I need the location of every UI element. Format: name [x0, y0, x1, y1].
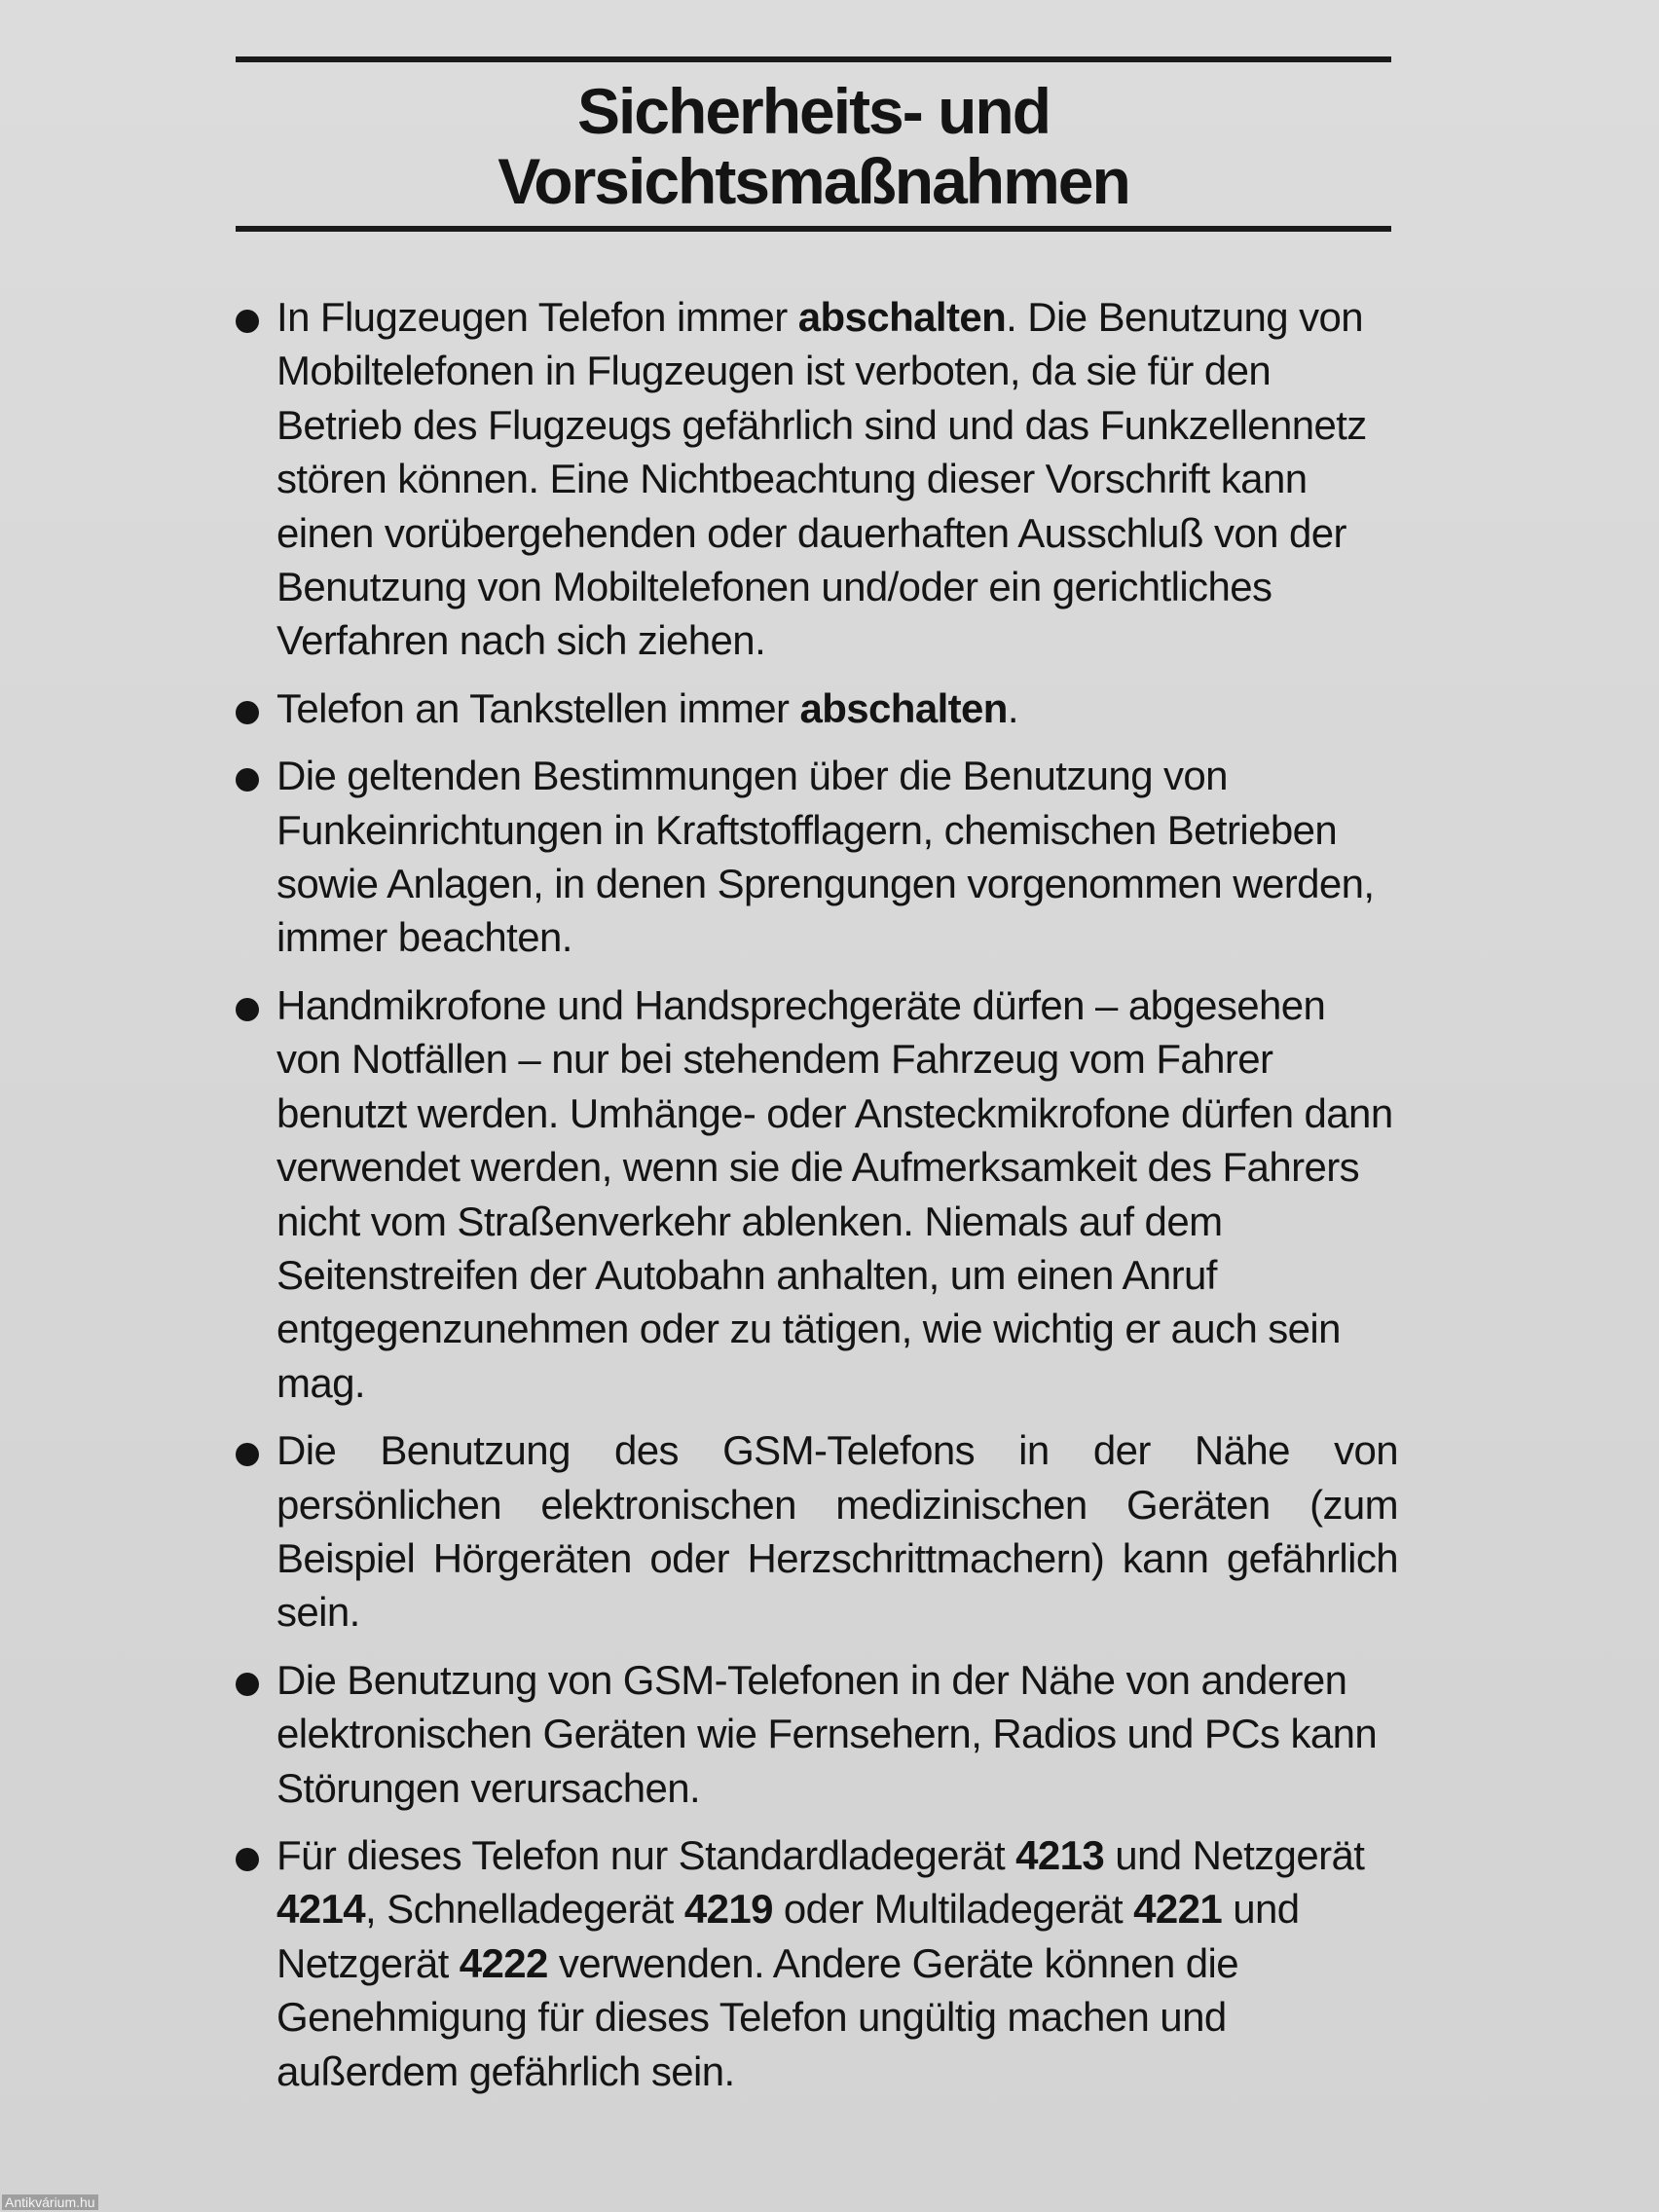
bullet-icon	[236, 1443, 259, 1466]
safety-item-fuel-depots	[234, 749, 1398, 965]
item-text	[276, 294, 1367, 663]
safety-item-medical-devices	[234, 1423, 1398, 1640]
bold-text: 4214	[276, 1886, 366, 1933]
text-run: verwenden. Andere Geräte können die Genehmigung für dieses Telefon ungültig machen und außerdem gefährlich sein.	[276, 1939, 1239, 2094]
text-run: Die Benutzung von GSM-Telefonen in der Nähe von anderen elektronischen Geräten wie Fernsehern, Radios und PCs kann Störungen verursachen.	[276, 1656, 1378, 1811]
text-run: Telefon an Tankstellen immer	[276, 684, 800, 731]
bold-text: abschalten	[797, 294, 1007, 340]
item-text	[276, 753, 1374, 960]
text-run: und Netzgerät	[1104, 1831, 1365, 1878]
bullet-icon	[236, 768, 259, 792]
page-header	[236, 56, 1391, 232]
text-run: und Netzgerät	[276, 1886, 1300, 1986]
text-run: .	[1007, 684, 1018, 731]
safety-item-aircraft	[234, 290, 1398, 668]
bold-text: abschalten	[799, 684, 1008, 731]
safety-list	[234, 290, 1398, 2112]
bold-text: 4222	[459, 1939, 548, 1986]
bullet-icon	[236, 1848, 259, 1871]
safety-item-chargers	[234, 1828, 1398, 2098]
safety-item-electronic-devices	[234, 1653, 1398, 1815]
text-run: Die geltenden Bestimmungen über die Benutzung von Funkeinrichtungen in Kraftstofflagern, chemischen Betrieben sowie Anlagen, in denen Sprengungen vorgenommen werden, immer beachten.	[276, 753, 1375, 961]
bullet-icon	[236, 701, 259, 724]
title-line-1: Sicherheits- und	[576, 75, 1051, 147]
item-text	[276, 1657, 1377, 1811]
item-text	[276, 685, 1018, 731]
title-line-2: Vorsichtsmaßnahmen	[498, 145, 1129, 217]
safety-item-driving	[234, 978, 1398, 1410]
text-run: oder Multiladegerät	[772, 1886, 1134, 1933]
text-run: Für dieses Telefon nur Standardladegerät	[276, 1831, 1016, 1878]
text-run: Die Benutzung des GSM-Telefons in der Nähe von persönlichen elektronischen medizinischen Geräten (zum Beispiel Hörgeräten oder Herzschrittmachern) kann gefährlich sein.	[276, 1427, 1398, 1636]
bullet-icon	[236, 1673, 259, 1696]
page-title	[236, 62, 1391, 226]
watermark: Antikvárium.hu	[2, 2194, 98, 2210]
text-run: In Flugzeugen Telefon immer	[276, 294, 798, 340]
item-text	[276, 1832, 1364, 2094]
text-run: . Die Benutzung von Mobiltelefonen in Flugzeugen ist verboten, da sie für den Betrieb des Flugzeugs gefährlich sind und das Funkzellennetz stören können. Eine Nichtbeachtung dieser Vorschrift kann einen vorübergehenden oder dauerhaften Ausschluß von der Benutzung von Mobiltelefonen und/oder ein gerichtliches Verfahren nach sich ziehen.	[276, 294, 1367, 664]
item-text	[276, 982, 1393, 1406]
safety-item-petrol-station	[234, 682, 1398, 735]
text-run: Handmikrofone und Handsprechgeräte dürfen – abgesehen von Notfällen – nur bei stehendem Fahrzeug vom Fahrer benutzt werden. Umhänge- oder Ansteckmikrofone dürfen dann verwendet werden, wenn sie die Aufmerksamkeit des Fahrers nicht vom Straßenverkehr ablenken. Niemals auf dem Seitenstreifen der Autobahn anhalten, um einen Anruf entgegenzunehmen oder zu tätigen, wie wichtig er auch sein mag.	[276, 981, 1393, 1406]
bold-text: 4221	[1133, 1886, 1223, 1933]
bullet-icon	[236, 310, 259, 333]
text-run: , Schnelladegerät	[365, 1886, 684, 1933]
item-text	[276, 1427, 1398, 1635]
bold-text: 4213	[1015, 1831, 1105, 1878]
bullet-icon	[236, 998, 259, 1021]
bottom-rule	[236, 226, 1391, 232]
bold-text: 4219	[683, 1886, 773, 1933]
